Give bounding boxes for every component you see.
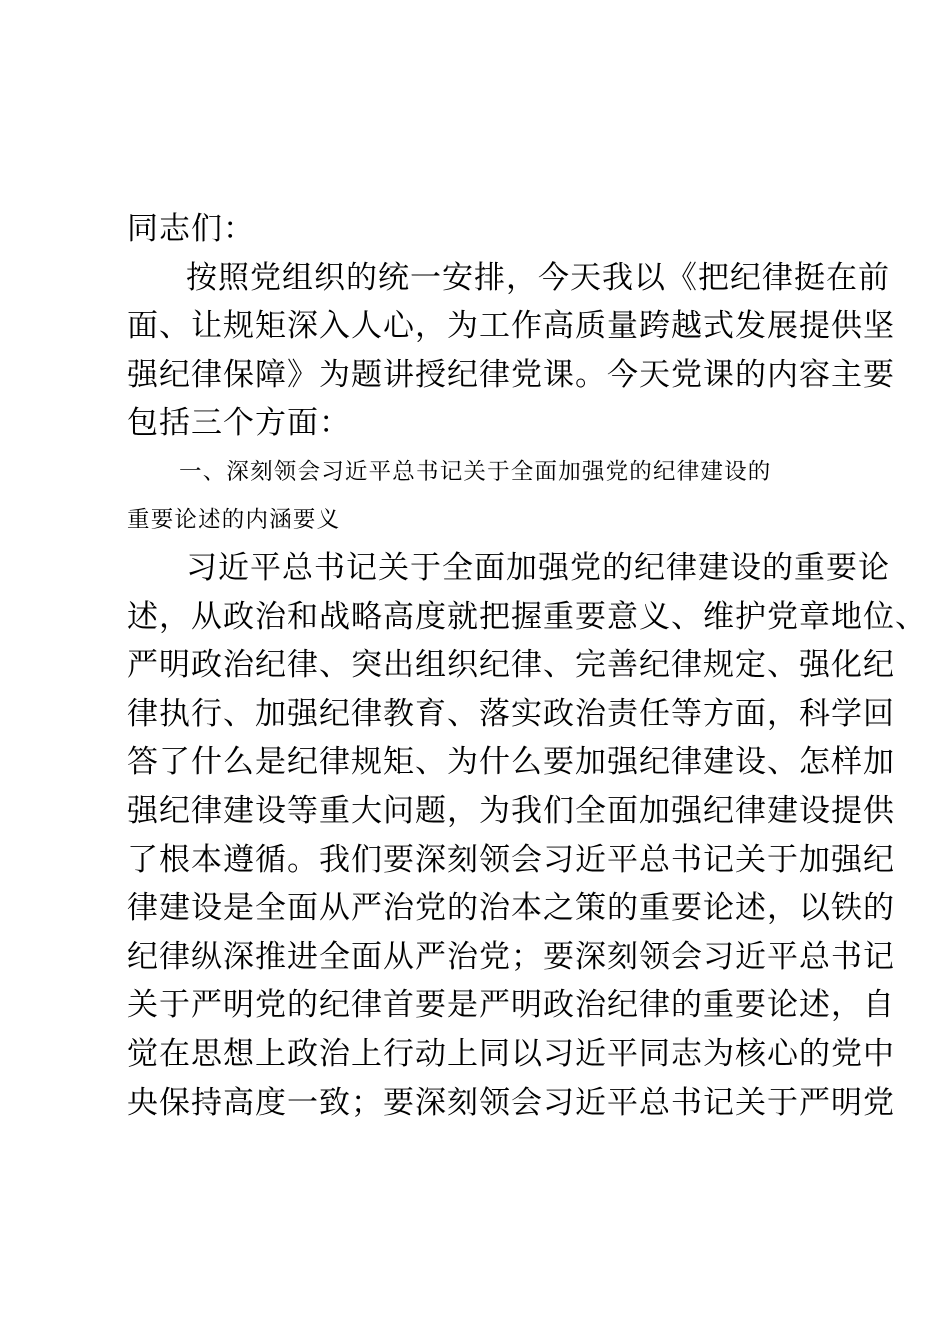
body-line: 答了什么是纪律规矩、为什么要加强纪律建设、怎样加	[127, 744, 895, 781]
body-line: 纪律纵深推进全面从严治党；要深刻领会习近平总书记	[127, 938, 895, 975]
intro-line: 面、让规矩深入人心，为工作高质量跨越式发展提供坚	[127, 308, 895, 345]
body-line: 律建设是全面从严治党的治本之策的重要论述，以铁的	[127, 890, 895, 927]
body-line: 了根本遵循。我们要深刻领会习近平总书记关于加强纪	[127, 841, 895, 878]
body-line: 觉在思想上政治上行动上同以习近平同志为核心的党中	[127, 1035, 895, 1072]
document-body	[127, 205, 927, 1127]
section-heading-line: 一、深刻领会习近平总书记关于全面加强党的纪律建设的	[179, 458, 772, 485]
intro-line: 按照党组织的统一安排，今天我以《把纪律挺在前	[186, 259, 890, 296]
body-line: 央保持高度一致；要深刻领会习近平总书记关于严明党	[127, 1084, 895, 1121]
body-paragraph	[127, 544, 927, 1127]
intro-line: 包括三个方面：	[127, 405, 351, 442]
body-line: 习近平总书记关于全面加强党的纪律建设的重要论	[186, 549, 890, 586]
intro-paragraph	[127, 254, 895, 448]
section-heading	[127, 448, 833, 544]
salutation: 同志们：	[127, 211, 255, 247]
section-heading-line: 重要论述的内涵要义	[127, 506, 341, 533]
body-line: 律执行、加强纪律教育、落实政治责任等方面，科学回	[127, 695, 895, 732]
body-line: 述，从政治和战略高度就把握重要意义、维护党章地位、	[127, 598, 927, 635]
body-line: 关于严明党的纪律首要是严明政治纪律的重要论述，自	[127, 987, 895, 1024]
body-line: 强纪律建设等重大问题，为我们全面加强纪律建设提供	[127, 792, 895, 829]
intro-line: 强纪律保障》为题讲授纪律党课。今天党课的内容主要	[127, 356, 895, 393]
body-line: 严明政治纪律、突出组织纪律、完善纪律规定、强化纪	[127, 647, 895, 684]
